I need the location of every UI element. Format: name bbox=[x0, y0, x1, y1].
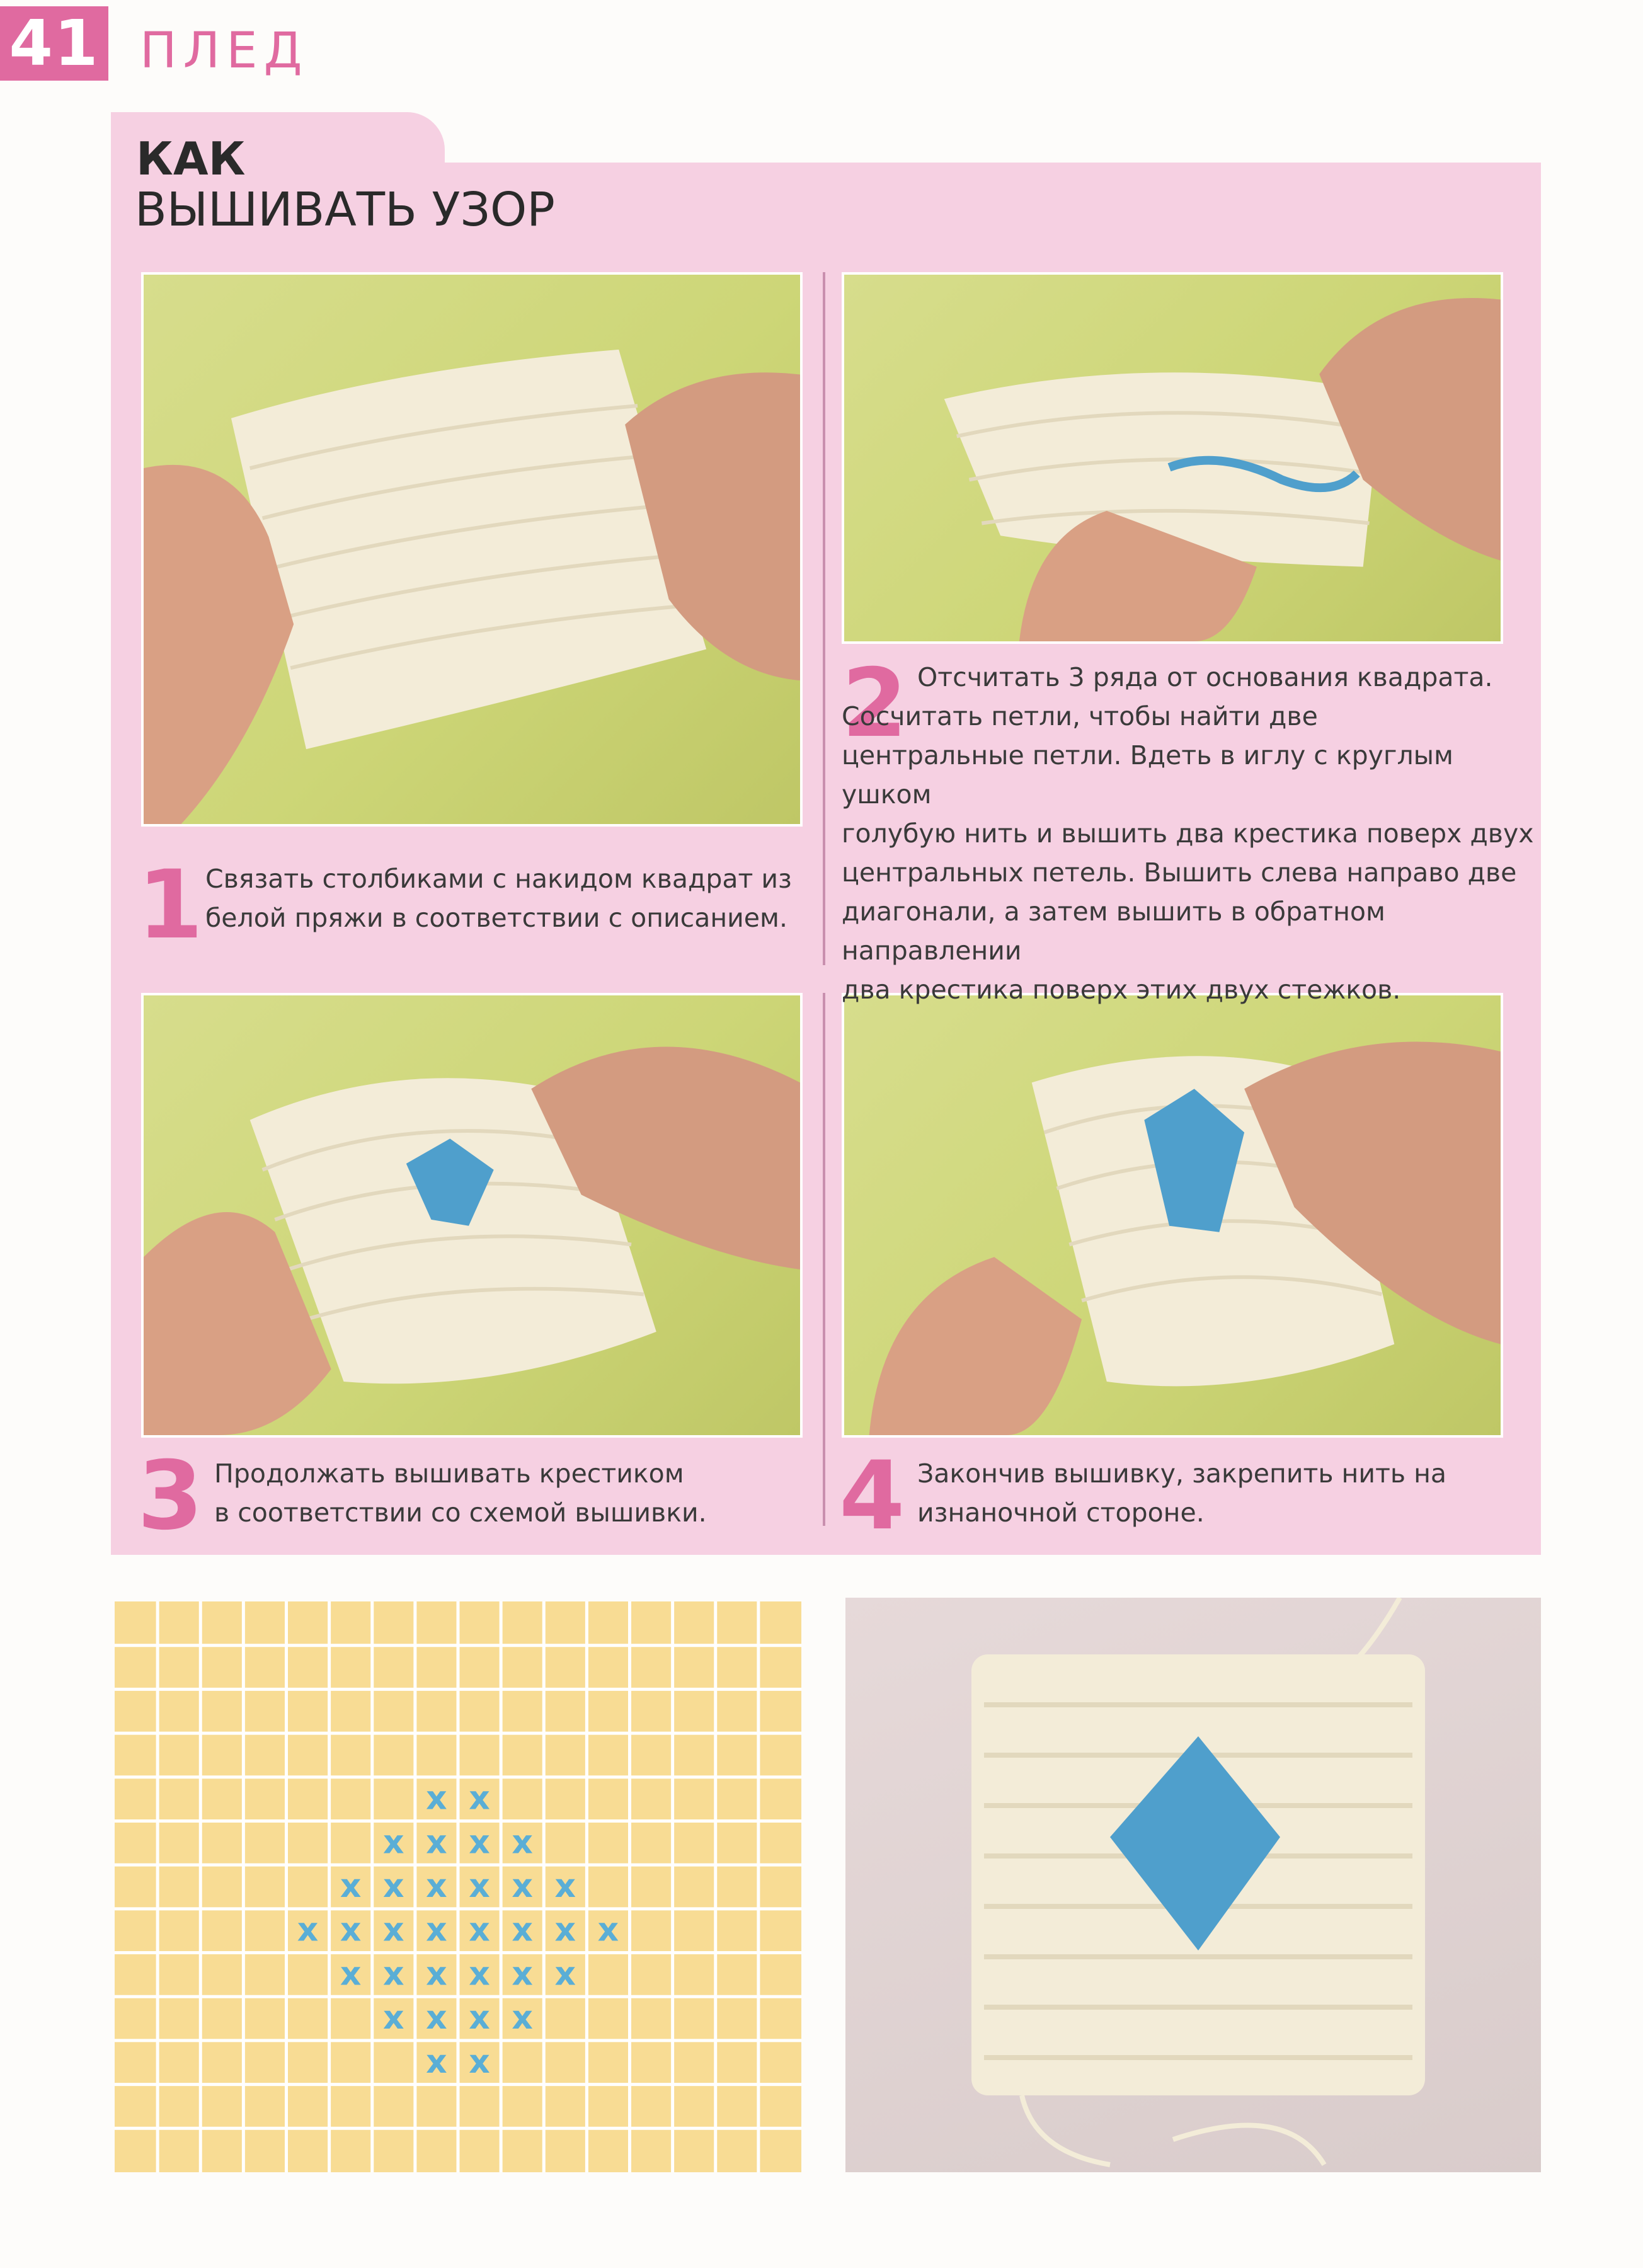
step-2-illustration bbox=[844, 275, 1501, 641]
step-2-text: Отсчитать 3 ряда от основания квадрата. Сосчитать петли, чтобы найти две центральные петли. Вдеть в иглу с круглым ушком голубую нить и вышить два крестика поверх двух центральных петель. Вышить слева направо две диагонали, а затем вышить в обратном направлении два крестика поверх этих двух стежков. bbox=[842, 662, 1534, 1005]
step-4-number: 4 bbox=[839, 1441, 905, 1551]
step-3-photo bbox=[141, 993, 803, 1438]
column-divider-top bbox=[823, 272, 825, 965]
cross-stitch-mark: x bbox=[469, 1823, 490, 1862]
cross-stitch-mark: x bbox=[426, 1823, 447, 1862]
cross-stitch-mark: x bbox=[469, 1911, 490, 1949]
heading-line-2: ВЫШИВАТЬ УЗОР bbox=[135, 183, 555, 237]
cross-stitch-mark: x bbox=[426, 1867, 447, 1905]
cross-stitch-chart bbox=[115, 1601, 801, 2172]
step-2-number: 2 bbox=[842, 649, 908, 759]
step-1-text: Связать столбиками с накидом квадрат из белой пряжи в соответствии с описанием. bbox=[205, 864, 792, 933]
step-4-photo bbox=[842, 993, 1503, 1438]
step-1-number: 1 bbox=[137, 850, 203, 960]
cross-stitch-mark: x bbox=[469, 2042, 490, 2081]
cross-stitch-mark: x bbox=[469, 1999, 490, 2037]
step-1-photo bbox=[141, 272, 803, 827]
step-1-illustration bbox=[144, 275, 800, 824]
cross-stitch-mark: x bbox=[340, 1867, 362, 1905]
step-2-photo bbox=[842, 272, 1503, 644]
cross-stitch-mark: x bbox=[426, 2042, 447, 2081]
cross-stitch-mark: x bbox=[340, 1955, 362, 1993]
heading-line-1: КАК bbox=[136, 132, 246, 185]
cross-stitch-mark: x bbox=[512, 1911, 533, 1949]
cross-stitch-mark: x bbox=[383, 1823, 404, 1862]
cross-stitch-mark: x bbox=[512, 1867, 533, 1905]
cross-stitch-mark: x bbox=[512, 1823, 533, 1862]
cross-stitch-mark: x bbox=[554, 1955, 576, 1993]
cross-stitch-mark: x bbox=[426, 1999, 447, 2037]
finished-sample-illustration bbox=[845, 1598, 1541, 2172]
yarn-tail-bottom bbox=[1022, 2095, 1324, 2165]
cross-stitch-mark: x bbox=[383, 1911, 404, 1949]
page-number: 41 bbox=[0, 6, 108, 81]
step-3-text: Продолжать вышивать крестиком в соответствии со схемой вышивки. bbox=[214, 1458, 707, 1528]
step-3-number: 3 bbox=[137, 1441, 203, 1551]
cross-stitch-mark: x bbox=[340, 1911, 362, 1949]
cross-stitch-mark: x bbox=[597, 1911, 619, 1949]
cross-stitch-mark: x bbox=[512, 1955, 533, 1993]
finished-sample-photo bbox=[845, 1598, 1541, 2172]
cross-stitch-grid bbox=[115, 1601, 801, 2172]
cross-stitch-mark: x bbox=[426, 1779, 447, 1818]
cross-stitch-mark: x bbox=[554, 1911, 576, 1949]
cross-stitch-mark: x bbox=[383, 1955, 404, 1993]
step-4-text: Закончив вышивку, закрепить нить на изнаночной стороне. bbox=[917, 1458, 1447, 1528]
cross-stitch-mark: x bbox=[469, 1955, 490, 1993]
left-hand bbox=[869, 1257, 1082, 1435]
cross-stitch-mark: x bbox=[554, 1867, 576, 1905]
cross-stitch-mark: x bbox=[426, 1911, 447, 1949]
cross-stitch-mark: x bbox=[469, 1779, 490, 1818]
cross-stitch-mark: x bbox=[512, 1999, 533, 2037]
cross-stitch-mark: x bbox=[426, 1955, 447, 1993]
cross-stitch-mark: x bbox=[469, 1867, 490, 1905]
cross-stitch-mark: x bbox=[383, 1999, 404, 2037]
column-divider-bottom bbox=[823, 993, 825, 1526]
cross-stitch-mark: x bbox=[383, 1867, 404, 1905]
crochet-square bbox=[231, 350, 706, 749]
section-title: ПЛЕД bbox=[140, 23, 309, 79]
cross-stitch-mark: x bbox=[297, 1911, 319, 1949]
step-3-illustration bbox=[144, 995, 800, 1435]
step-4-illustration bbox=[844, 995, 1501, 1435]
